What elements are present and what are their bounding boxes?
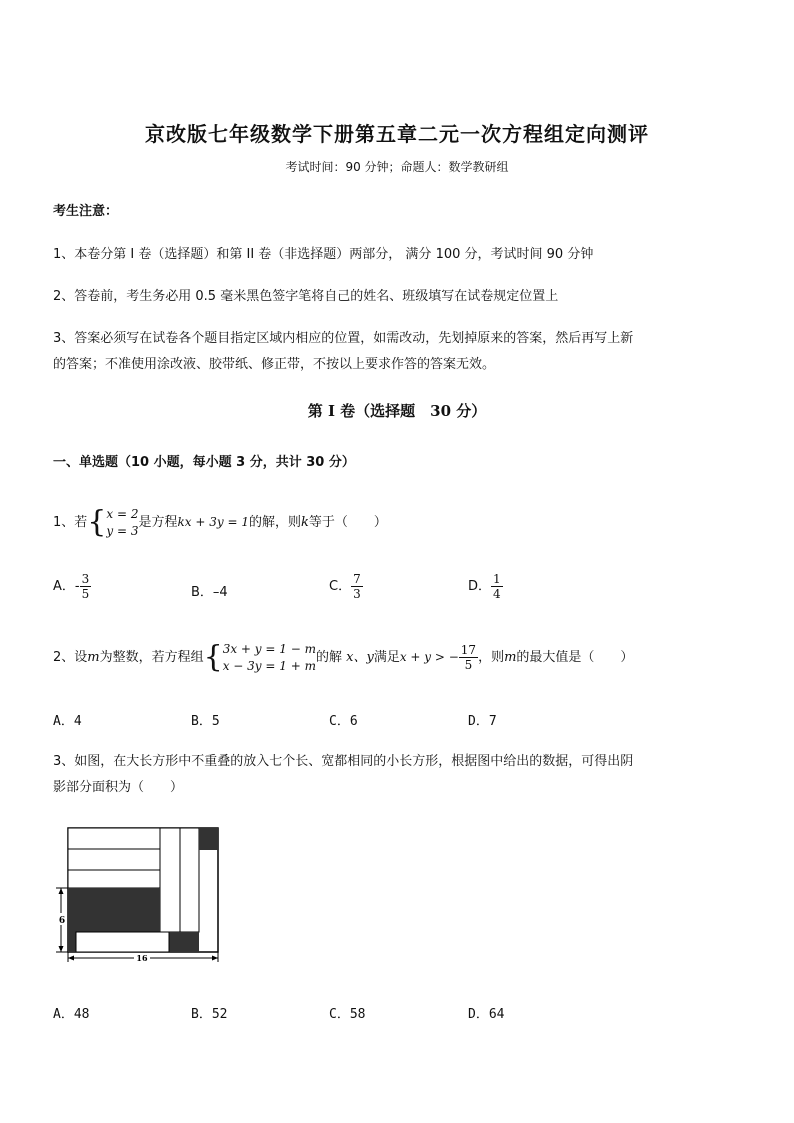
question-1 xyxy=(53,502,387,543)
height-label: 6 xyxy=(58,916,66,926)
q2-vars-xy: x、y xyxy=(346,650,374,665)
notice-heading: 考生注意： xyxy=(53,204,119,219)
denominator: 5 xyxy=(81,587,90,601)
q2-inequality: x + y > − xyxy=(399,650,459,664)
q2-option-a: A．4 xyxy=(53,714,82,729)
q2-tail: 的最大值是（ ） xyxy=(516,650,634,665)
small-rect-v1 xyxy=(160,828,180,932)
q3-option-b: B．52 xyxy=(191,1007,228,1022)
q2-system-eq1: 3x + y = 1 − m xyxy=(222,641,316,656)
q2-var-m: m xyxy=(504,650,517,665)
q1-prefix: 1、若 xyxy=(53,515,88,530)
q1-option-d xyxy=(468,572,503,601)
q2-system xyxy=(223,641,316,675)
question-2 xyxy=(53,637,633,678)
small-rect-bottom xyxy=(76,932,169,952)
section-title: 第 I 卷（选择题 30 分） xyxy=(307,402,487,420)
shaded-bottom-left xyxy=(68,932,76,952)
brace-symbol: { xyxy=(87,504,107,540)
fraction xyxy=(351,572,363,601)
question-3-line1: 3、如图，在大长方形中不重叠的放入七个长、宽都相同的小长方形，根据图中给出的数据，可得出阴 xyxy=(53,754,634,769)
q3-option-c: C．58 xyxy=(329,1007,366,1022)
arrow-left-icon xyxy=(68,956,74,961)
q1-var-k: k xyxy=(300,515,309,530)
q2-system-eq2: x − 3y = 1 + m xyxy=(222,658,316,673)
q1-system xyxy=(106,506,138,540)
q1-mid: 是方程 xyxy=(138,515,178,530)
q1-tail2: 等于（ ） xyxy=(308,515,387,530)
page-title: 京改版七年级数学下册第五章二元一次方程组定向测评 xyxy=(145,122,649,146)
q2-option-b: B．5 xyxy=(191,714,220,729)
exam-info: 考试时间：90 分钟；命题人：数学教研组 xyxy=(285,160,509,174)
q1-tail1: 的解，则 xyxy=(248,515,301,530)
denominator: 3 xyxy=(353,587,361,601)
q1-option-b: B．–4 xyxy=(191,585,228,600)
rectangle-figure xyxy=(52,822,224,966)
notice-item-3-cont: 的答案；不准使用涂改液、胶带纸、修正带，不按以上要求作答的答案无效。 xyxy=(53,357,496,372)
q2-mid3: 满足 xyxy=(373,650,400,665)
small-rect-h3 xyxy=(68,870,160,888)
q3-option-d: D．64 xyxy=(468,1007,505,1022)
numerator: 1 xyxy=(493,572,501,586)
question-3-line2: 影部分面积为（ ） xyxy=(53,780,184,795)
arrow-down-icon xyxy=(59,946,64,952)
numerator: 7 xyxy=(353,572,361,586)
part-heading: 一、单选题（10 小题，每小题 3 分，共计 30 分） xyxy=(53,455,355,470)
q1-equation: kx + 3y = 1 xyxy=(177,515,249,529)
q2-mid1: 为整数，若方程组 xyxy=(99,650,204,665)
option-label: C． xyxy=(329,579,352,594)
q2-option-d: D．7 xyxy=(468,714,497,729)
notice-item-1: 1、本卷分第 I 卷（选择题）和第 II 卷（非选择题）两部分， 满分 100 分，考试时间 90 分钟 xyxy=(53,247,594,262)
q2-prefix: 2、设 xyxy=(53,650,88,665)
q2-option-c: C．6 xyxy=(329,714,358,729)
arrow-up-icon xyxy=(59,888,64,894)
shaded-bottom-mid xyxy=(169,932,199,952)
fraction xyxy=(491,572,503,601)
q1-system-eq2: y = 3 xyxy=(106,523,139,538)
shaded-top-right xyxy=(199,828,218,850)
denominator: 5 xyxy=(464,658,473,672)
denominator: 4 xyxy=(493,587,501,601)
q1-option-a xyxy=(53,572,91,601)
small-rect-h1 xyxy=(68,828,160,849)
option-label: D． xyxy=(468,579,492,594)
small-rect-v2 xyxy=(180,828,199,932)
q2-fraction xyxy=(459,643,478,672)
q2-mid2: 的解 xyxy=(315,650,342,665)
small-rect-h2 xyxy=(68,849,160,870)
shaded-left-band xyxy=(68,888,160,932)
arrow-right-icon xyxy=(212,956,218,961)
q3-option-a: A．48 xyxy=(53,1007,90,1022)
q1-option-c xyxy=(329,572,363,601)
notice-item-3: 3、答案必须写在试卷各个题目指定区域内相应的位置，如需改动，先划掉原来的答案，然后再写上新 xyxy=(53,331,634,346)
q2-mid4: ，则 xyxy=(478,650,505,665)
q2-var-m: m xyxy=(87,650,100,665)
fraction xyxy=(80,572,92,601)
option-label: A．- xyxy=(53,579,80,594)
notice-item-2: 2、答卷前，考生务必用 0.5 毫米黑色签字笔将自己的姓名、班级填写在试卷规定位置上 xyxy=(53,289,559,304)
q1-system-eq1: x = 2 xyxy=(106,506,139,521)
numerator: 17 xyxy=(460,643,477,657)
width-label: 16 xyxy=(136,953,148,963)
brace-symbol: { xyxy=(203,639,223,675)
numerator: 3 xyxy=(81,572,90,586)
